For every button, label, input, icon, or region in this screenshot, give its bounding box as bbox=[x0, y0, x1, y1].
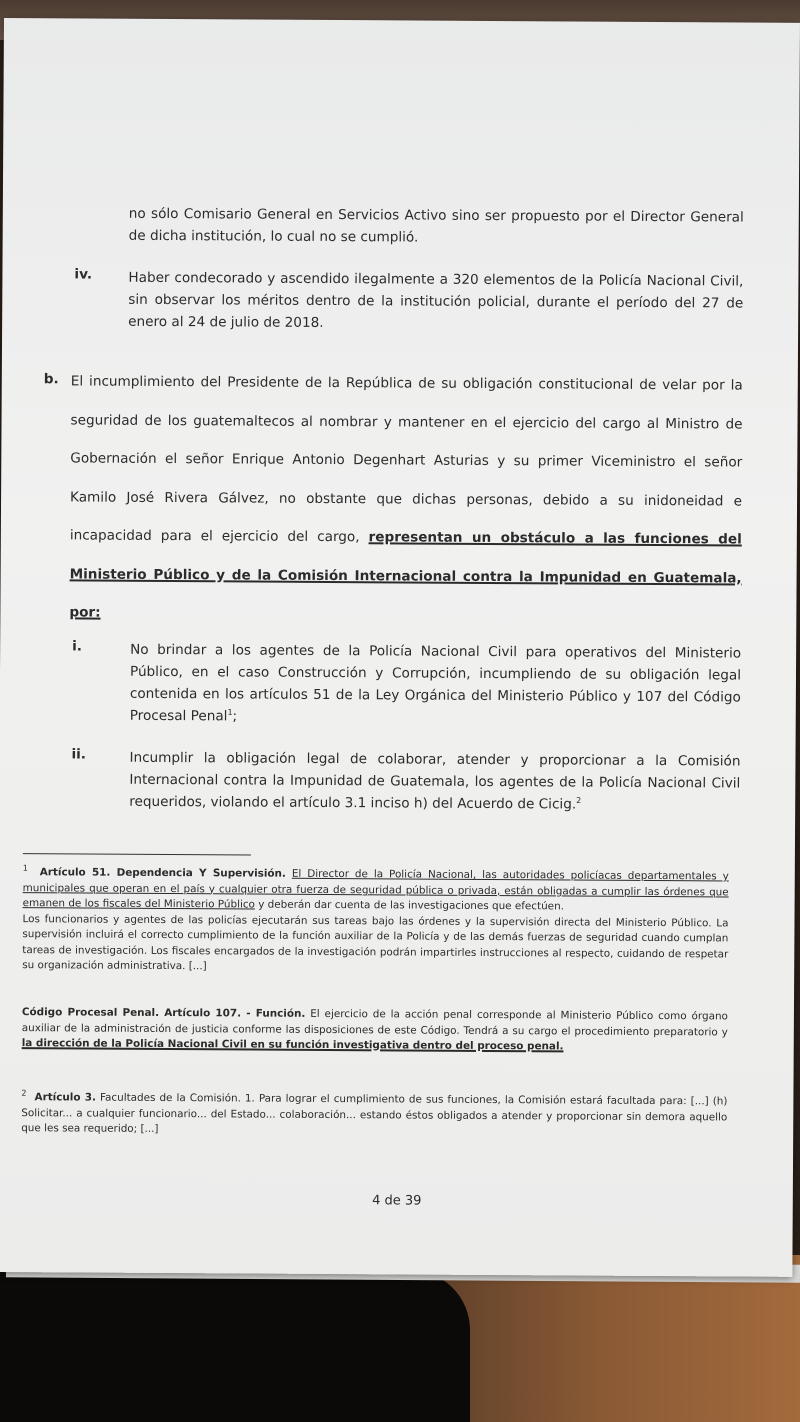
item-i-label: i. bbox=[72, 638, 83, 655]
item-i-text: No brindar a los agentes de la Policía Nacional Civil para operativos del Ministerio Público, en el caso Construcción y Corrupción, incumpliendo de su obligación legal contenida en los artículos 51 de la Ley Orgánica del Ministerio Público y 107 del Código Procesal Penal$^1$; bbox=[129, 641, 742, 725]
item-b-text bbox=[69, 362, 743, 636]
footnote-ref-2[interactable]: 2 bbox=[576, 795, 582, 806]
item-b-emphasis: representan un obstáculo a las funciones del Ministerio Público y de la Comisión Internacional contra la Impunidad en Guatemala, por: bbox=[69, 529, 742, 621]
footnote-1-heading: Artículo 51. Dependencia Y Supervisión. bbox=[39, 866, 286, 880]
item-iv-label: iv. bbox=[74, 266, 93, 283]
item-b-label: b. bbox=[43, 371, 59, 388]
footnote-2-heading: Artículo 3. bbox=[34, 1091, 97, 1104]
footnote-1-marker: 1 bbox=[22, 863, 28, 873]
footnote-cpp-heading: Código Procesal Penal. Artículo 107. - Función. bbox=[21, 1006, 306, 1020]
document-page bbox=[0, 18, 800, 1277]
footnote-2-marker: 2 bbox=[21, 1088, 27, 1098]
item-ii-label: ii. bbox=[71, 746, 87, 763]
item-b-plain: El incumplimiento del Presidente de la República de su obligación constitucional de velar por la seguridad de los guatemaltecos al nombrar y mantener en el ejercicio del cargo al Ministro de Gobernación el señor Enrique Antonio Degenhart Asturias y su primer Viceministro el señor Kamilo José Rivera Gálvez, no obstante que dichas personas, debido a su inidoneidad e incapacidad para el ejercicio del cargo, bbox=[69, 373, 743, 546]
shadow bbox=[0, 1270, 470, 1422]
continuation-paragraph: no sólo Comisario General en Servicios Activo sino ser propuesto por el Director General de dicha institución, lo cual no se cumplió. bbox=[128, 205, 744, 246]
item-ii-text: Incumplir la obligación legal de colaborar, atender y proporcionar a la Comisión Internacional contra la Impunidad de Guatemala, los agentes de la Policía Nacional Civil requeridos, violando el artículo 3.1 inciso h) del Acuerdo de Cicig.$^2$ bbox=[129, 749, 741, 813]
page-number: 4 de 39 bbox=[372, 1193, 422, 1209]
footnote-2: $^2$ Artículo 3. Facultades de la Comisión. 1. Para lograr el cumplimiento de sus funciones, la Comisión estará facultada para: [...] (h) Solicitar... a cualquier funcionario... del Estado... colaboración... estando éstos obligados a atender y proporcionar sin demora aquello que les sea requerido; [...] bbox=[21, 1088, 728, 1135]
footnote-1-underlined: El Director de la Policía Nacional, las autoridades policíacas departamentales y municipales que operan en el país y cualquier otra fuerza de seguridad pública o privada, están obligadas a cumplir las órdenes que emanen de los fiscales del Ministerio Público bbox=[22, 867, 729, 911]
footnote-separator bbox=[23, 853, 251, 855]
footnote-cpp-emphasis: la dirección de la Policía Nacional Civil en su función investigativa dentro del proceso penal. bbox=[21, 1037, 564, 1053]
item-iv-text: Haber condecorado y ascendido ilegalmente a 320 elementos de la Policía Nacional Civil, sin observar los méritos dentro de la institución policial, durante el período del 27 de enero al 24 de julio de 2018. bbox=[128, 269, 744, 331]
footnote-cpp: Código Procesal Penal. Artículo 107. - Función. El ejercicio de la acción penal corresponde al Ministerio Público como órgano auxiliar de la administración de justicia conforme las disposiciones de este Código. Tendrá a su cargo el procedimiento preparatorio y la dirección de la Policía Nacional Civil en su función investigativa dentro del proceso penal. bbox=[21, 1006, 728, 1053]
footnote-1-para2: Los funcionarios y agentes de las policías ejecutarán sus tareas bajo las órdenes y la supervisión directa del Ministerio Público. La supervisión incluirá el correcto cumplimiento de la función auxiliar de la Policía y de las demás fuerzas de seguridad cuando cumplan tareas de investigación. Los fiscales encargados de la investigación podrán impartirles instrucciones al respecto, cuidando de respetar su organización administrativa. [...] bbox=[22, 912, 729, 973]
footnote-ref-1[interactable]: 1 bbox=[227, 707, 233, 717]
footnote-1: $^1$ Artículo 51. Dependencia Y Supervisión. El Director de la Policía Nacional, las autoridades policíacas departamentales y municipales que operan en el país y cualquier otra fuerza de seguridad pública o privada, están obligadas a cumplir las órdenes que emanen de los fiscales del Ministerio Público y deberán dar cuenta de las investigaciones que efectúen. Los funcionarios y agentes de las policías ejecutarán sus tareas bajo las órdenes y la supervisión directa del Ministerio Público. La supervisión incluirá el correcto cumplimiento de la función auxiliar de la Policía y de las demás fuerzas de seguridad cuando cumplan tareas de investigación. Los fiscales encargados de la investigación podrán impartirles instrucciones al respecto, cuidando de respetar su organización administrativa. [...] bbox=[22, 863, 729, 973]
